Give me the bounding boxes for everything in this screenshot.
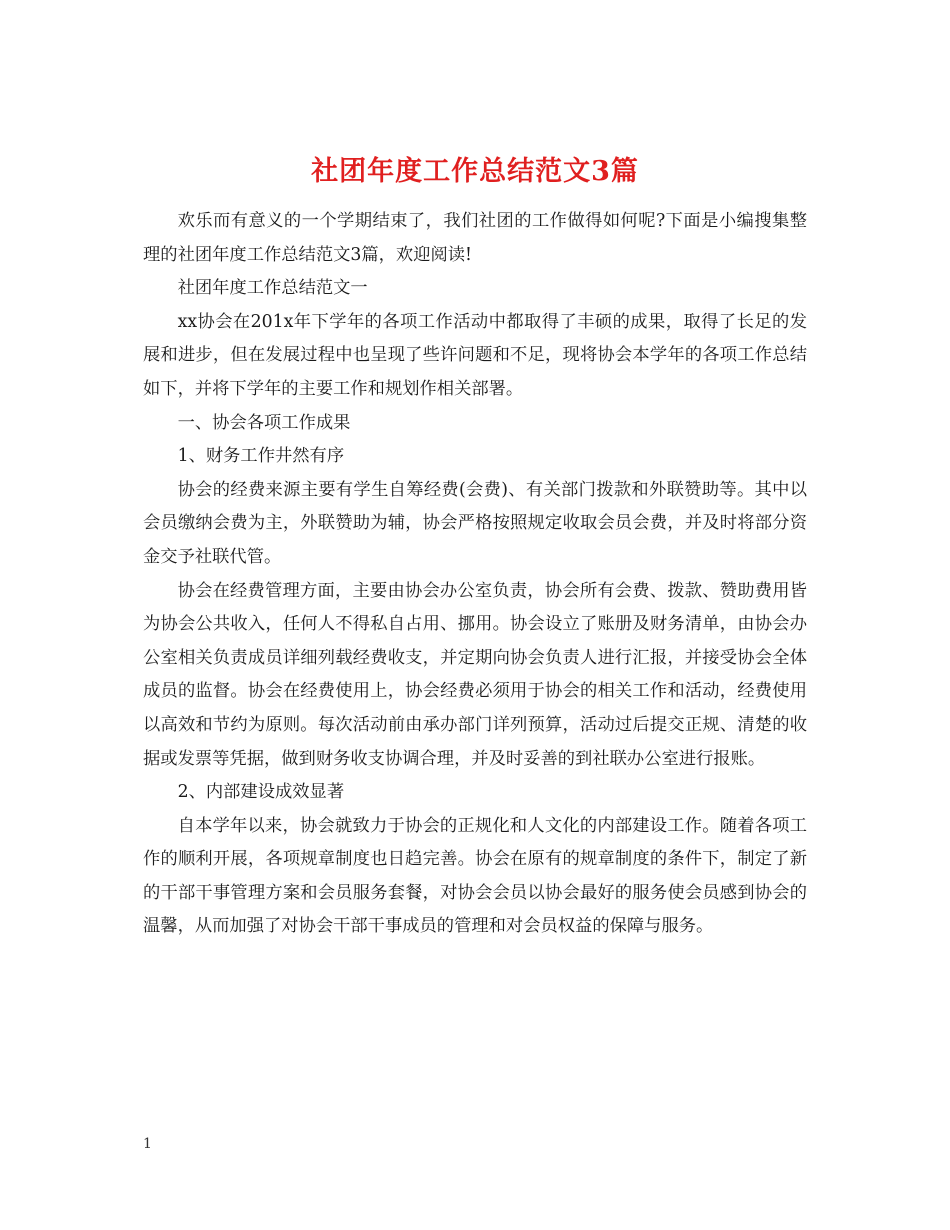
body-paragraph: 自本学年以来，协会就致力于协会的正规化和人文化的内部建设工作。随着各项工作的顺利开展，各项规章制度也日趋完善。协会在原有的规章制度的条件下，制定了新的干部干事管理方案和会员服务套餐，对协会会员以协会最好的服务使会员感到协会的温馨，从而加强了对协会干部干事成员的管理和对会员权益的保障与服务。 (143, 815, 807, 937)
body-paragraph: xx协会在201x年下学年的各项工作活动中都取得了丰硕的成果，取得了长足的发展和进步，但在发展过程中也呈现了些许问题和不足，现将协会本学年的各项工作总结如下，并将下学年的主要工作和规划作相关部署。 (143, 311, 807, 399)
section-heading: 社团年度工作总结范文一 (177, 278, 368, 299)
body-paragraph: 协会在经费管理方面，主要由协会办公室负责，协会所有会费、拨款、赞助费用皆为协会公共收入，任何人不得私自占用、挪用。协会设立了账册及财务清单，由协会办公室相关负责成员详细列载经费收支，并定期向协会负责人进行汇报，并接受协会全体成员的监督。协会在经费使用上，协会经费必须用于协会的相关工作和活动，经费使用以高效和节约为原则。每次活动前由承办部门详列预算，活动过后提交正规、清楚的收据或发票等凭据，做到财务收支协调合理，并及时妥善的到社联办公室进行报账。 (143, 580, 807, 769)
document-body (143, 205, 807, 944)
intro-paragraph: 欢乐而有意义的一个学期结束了，我们社团的工作做得如何呢?下面是小编搜集整理的社团年度工作总结范文3篇，欢迎阅读! (143, 211, 807, 265)
subsection-heading: 一、协会各项工作成果 (177, 412, 351, 433)
page-number: 1 (143, 1136, 152, 1152)
subsection-heading: 1、财务工作井然有序 (177, 446, 345, 467)
body-paragraph: 协会的经费来源主要有学生自筹经费(会费)、有关部门拨款和外联赞助等。其中以会员缴纳会费为主，外联赞助为辅，协会严格按照规定收取会员会费，并及时将部分资金交予社联代管。 (143, 479, 807, 567)
document-title: 社团年度工作总结范文3篇 (311, 156, 639, 188)
subsection-heading: 2、内部建设成效显著 (177, 782, 345, 803)
